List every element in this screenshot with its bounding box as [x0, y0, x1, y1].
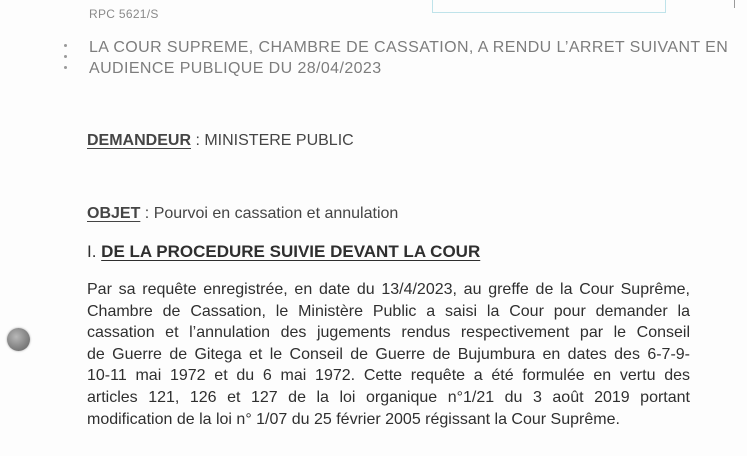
demandeur-value: MINISTERE PUBLIC — [204, 132, 354, 149]
judgment-heading — [89, 37, 729, 79]
objet-field — [87, 205, 398, 223]
demandeur-field — [87, 132, 354, 150]
paragraph-line: Par sa requête enregistrée, en date du 13/4/2023, au greffe de la Cour Suprême, — [87, 281, 690, 298]
margin-dot — [64, 66, 67, 69]
stamp-outline — [432, 0, 666, 13]
margin-dot — [64, 55, 67, 58]
margin-dot — [64, 44, 67, 47]
section-title — [87, 242, 480, 262]
section-title-text: DE LA PROCEDURE SUIVIE DEVANT LA COUR — [101, 242, 481, 261]
objet-value: Pourvoi en cassation et annulation — [153, 205, 399, 222]
objet-label: OBJET — [87, 205, 141, 222]
paragraph-line: Chambre de Cassation, le Ministère Public a saisi la Cour pour demander la — [87, 302, 690, 320]
paragraph-line: de Guerre de Gitega et le Conseil de Guerre de Bujumbura en dates des 6-7-9- — [87, 345, 690, 363]
procedure-paragraph — [87, 279, 690, 430]
heading-line: AUDIENCE PUBLIQUE DU 28/04/2023 — [89, 60, 382, 77]
paragraph-line: articles 121, 126 et 127 de la loi organique n°1/21 du 3 août 2019 portant — [87, 388, 690, 406]
heading-line: LA COUR SUPREME, CHAMBRE DE CASSATION, A RENDU L’ARRET SUIVANT EN — [89, 39, 729, 56]
paragraph-line: 10-11 mai 1972 et du 6 mai 1972. Cette requête a été formulée en vertu des — [87, 367, 690, 385]
objet-separator: : — [140, 205, 154, 222]
paragraph-line: cassation et l’annulation des jugements rendus respectivement par le Conseil — [87, 324, 690, 342]
corner-mark — [734, 0, 735, 8]
paragraph-line: modification de la loi n° 1/07 du 25 février 2005 régissant la Cour Suprême. — [87, 410, 620, 428]
hole-punch — [7, 328, 30, 351]
case-reference: RPC 5621/S — [89, 7, 159, 21]
demandeur-separator: : — [191, 132, 205, 149]
demandeur-label: DEMANDEUR — [87, 132, 191, 149]
section-number: I. — [87, 242, 102, 261]
